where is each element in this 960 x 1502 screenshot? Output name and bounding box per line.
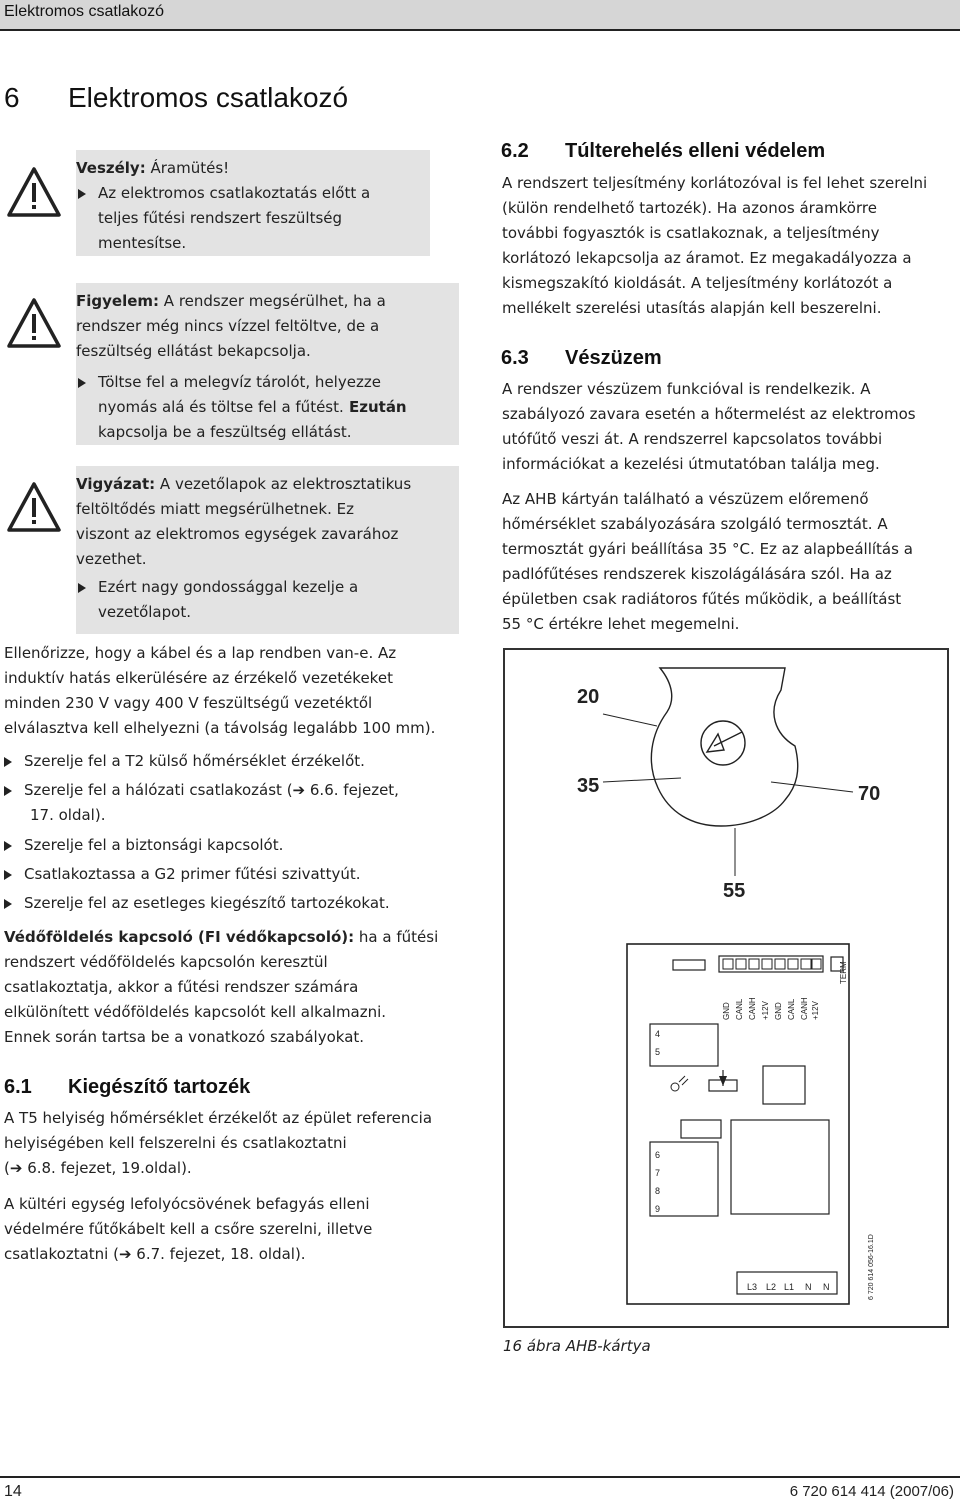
led-icon (671, 1076, 688, 1091)
intro-paragraph: Ellenőrizze, hogy a kábel és a lap rendben van-e. Az induktív hatás elkerülésére az érzékelő vezetékeket minden 230 V vagy 400 V feszültségű vezetéktől elválasztva kell elhelyezni (a távolság legalább 100 mm). (4, 644, 436, 737)
section-heading-6-3: 6.3 Vészüzem (501, 347, 662, 369)
section-6-1-paragraph-1: A T5 helyiség hőmérséklet érzékelőt az épület referencia helyiségében kell felszerelni és csatlakoztatni (➔ 6.8. fejezet, 19.oldal). (4, 1109, 433, 1177)
danger-notice: Veszély: Áramütés! Az elektromos csatlakoztatás előtt a teljes fűtési rendszert feszültség mentesítse. (76, 150, 430, 256)
figure-caption: 16 ábra AHB-kártya (503, 1337, 651, 1355)
chapter-title (4, 82, 348, 114)
section-6-3-paragraph-1: A rendszer vészüzem funkcióval is rendelkezik. A szabályozó zavara esetén a hőtermelést az elektromos utófűtő veszi át. A rendszerrel kapcsolatos további információkat a kezelési útmutatóban találja meg. (502, 380, 916, 473)
figure-ref-code: 6 720 614 056-16.1D (868, 1234, 875, 1300)
ahb-card-diagram (505, 650, 947, 1326)
thermostat-dial (651, 668, 797, 826)
svg-text:+12V: +12V (761, 1001, 770, 1020)
svg-text:6: 6 (655, 1150, 661, 1160)
dial-knob (701, 721, 745, 765)
attention-notice: Figyelem: A rendszer megsérülhet, ha a rendszer még nincs vízzel feltöltve, de a feszültség ellátást bekapcsolja. Töltse fel a melegvíz tárolót, helyezze nyomás alá és töltse fel a fűtést. Ezután kapcsolja be a feszültség ellátást. (76, 283, 459, 445)
notice-heading: Veszély: Áramütés! (76, 159, 230, 177)
svg-text:GND: GND (774, 1002, 783, 1020)
dial-label-55: 55 (723, 880, 746, 902)
relay-block (731, 1120, 829, 1214)
list-item: Szerelje fel a hálózati csatlakozást (➔ 6.6. fejezet, (2, 776, 399, 805)
warning-icon (6, 481, 62, 533)
section-6-1-paragraph-2: A kültéri egység lefolyócsövének befagyás elleni védelmére fűtőkábelt kell a csőre szerelni, illetve csatlakoztatni (➔ 6.7. fejezet, 18. oldal). (4, 1195, 373, 1263)
running-header: Elektromos csatlakozó (4, 3, 165, 20)
dial-label-20: 20 (577, 686, 600, 708)
svg-text:N: N (805, 1282, 812, 1292)
chapter-number: 6 (4, 82, 20, 113)
circuit-board (627, 944, 849, 1304)
term-label: TERM (839, 961, 848, 984)
installation-steps: Szerelje fel a T2 külső hőmérséklet érzékelőt. Szerelje fel a hálózati csatlakozást (➔ 6.6. fejezet, 17. oldal). Szerelje fel a biztonsági kapcsolót. Csatlakoztassa a G2 primer fűtési szivattyút. Szerelje fel az esetleges kiegészítő tartozékokat. (2, 747, 399, 918)
svg-text:N: N (823, 1282, 830, 1292)
list-item: Csatlakoztassa a G2 primer fűtési szivattyút. (2, 860, 399, 889)
section-6-2-paragraph: A rendszert teljesítmény korlátozóval is fel lehet szerelni (külön rendelhető tartozék). Ha azonos áramkörre további fogyasztók is csatlakoznak, a teljesítmény korlátozó lekapcsolja az áramot. Ez megakadályozza a kismegszakító kioldását. A teljesítmény korlátozót a mellékelt szerelési utasítás alapján kell beszerelni. (502, 174, 928, 317)
section-6-3-paragraph-2: Az AHB kártyán található a vészüzem előremenő hőmérséklet szabályozására szolgáló termosztát. A termosztát gyári beállítása 35 °C. Ez az alapbeállítás a padlófűtéses rendszerek kiszolágálására szól. Ha az épületben csak radiátoros fűtés működik, a beállítást 55 °C értékre lehet megemelni. (502, 490, 913, 633)
svg-text:5: 5 (655, 1047, 661, 1057)
svg-text:4: 4 (655, 1029, 661, 1039)
document-number: 6 720 614 414 (2007/06) (789, 1483, 954, 1500)
svg-text:+12V: +12V (811, 1001, 820, 1020)
dial-label-35: 35 (577, 775, 600, 797)
svg-text:9: 9 (655, 1204, 661, 1214)
notice-bullet: Az elektromos csatlakoztatás előtt a (76, 181, 420, 206)
svg-text:CANL: CANL (735, 998, 744, 1020)
section-heading-6-1: 6.1 Kiegészítő tartozék (4, 1076, 251, 1098)
chapter-title-text: Elektromos csatlakozó (68, 82, 349, 113)
notice-bullet: Töltse fel a melegvíz tárolót, helyezze (76, 370, 449, 395)
svg-text:L3: L3 (747, 1282, 758, 1292)
power-terminal-block (737, 1272, 837, 1294)
ahb-card-figure (503, 648, 949, 1328)
list-item: Szerelje fel az esetleges kiegészítő tartozékokat. (2, 889, 399, 918)
svg-text:7: 7 (655, 1168, 661, 1178)
svg-text:GND: GND (722, 1002, 731, 1020)
dial-label-70: 70 (858, 783, 881, 805)
svg-text:L1: L1 (784, 1282, 795, 1292)
relay (763, 1066, 805, 1104)
svg-text:CANL: CANL (787, 998, 796, 1020)
footer-rule (0, 1476, 960, 1478)
svg-text:L2: L2 (766, 1282, 777, 1292)
warning-icon (6, 166, 62, 218)
svg-text:CANH: CANH (800, 997, 809, 1020)
page-number: 14 (4, 1483, 22, 1500)
fi-switch-paragraph: Védőföldelés kapcsoló (FI védőkapcsoló): ha a fűtési rendszert védőföldelés kapcsolón keresztül csatlakoztatja, akkor a fűtési rendszer számára elkülönített védőföldelés kapcsolót kell alkalmazni. Ennek során tartsa be a vonatkozó szabályokat. (4, 928, 439, 1046)
svg-text:8: 8 (655, 1186, 661, 1196)
section-heading-6-2: 6.2 Túlterehelés elleni védelem (501, 140, 826, 162)
warning-icon (6, 297, 62, 349)
header-rule (0, 29, 960, 31)
list-item: Szerelje fel a T2 külső hőmérséklet érzékelőt. (2, 747, 399, 776)
potentiometer (709, 1070, 737, 1091)
list-item: Szerelje fel a biztonsági kapcsolót. (2, 831, 399, 860)
caution-notice: Vigyázat: A vezetőlapok az elektrosztatikus feltöltődés miatt megsérülhetnek. Ez viszont az elektromos egységek zavarához vezethet. Ezért nagy gondossággal kezelje a vezetőlapot. (76, 466, 459, 634)
svg-text:CANH: CANH (748, 997, 757, 1020)
notice-bullet: Ezért nagy gondossággal kezelje a (76, 575, 449, 600)
can-terminal-block (719, 956, 823, 972)
